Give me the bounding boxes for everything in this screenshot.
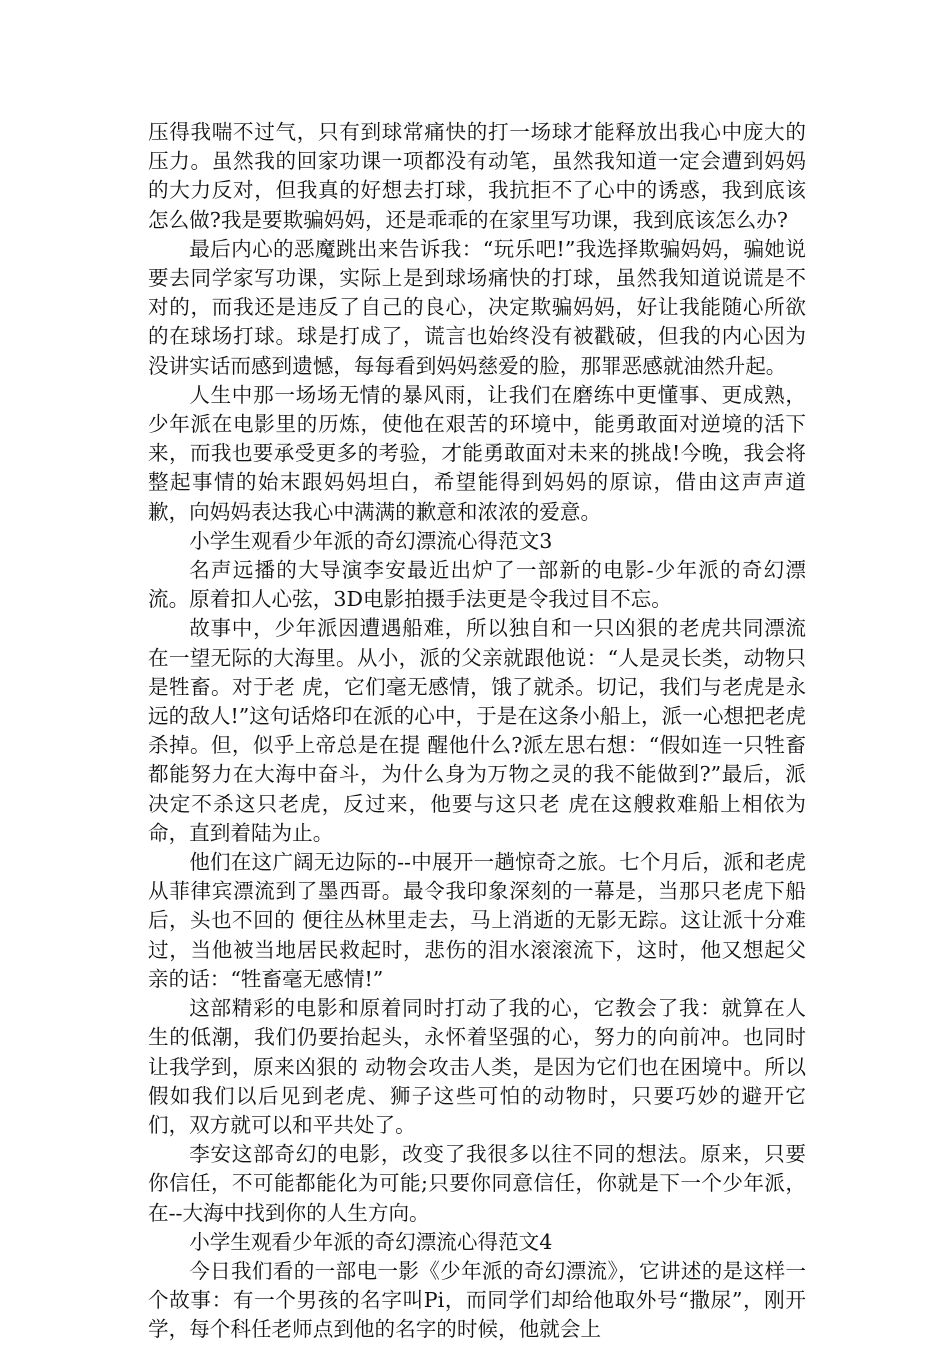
paragraph-6: 他们在这广阔无边际的--中展开一趟惊奇之旅。七个月后，派和老虎从菲律宾漂流到了墨西哥。最令我印象深刻的一幕是，当那只老虎下船后，头也不回的 便往丛林里走去，马上消逝的无影无踪。这让派十分难过，当他被当地居民救起时，悲伤的泪水滚滚流下，这时，他又想起父亲的话：“牲畜毫无感情!” xyxy=(148,850,806,991)
paragraph-2: 最后内心的恶魔跳出来告诉我：“玩乐吧!”我选择欺骗妈妈，骗她说要去同学家写功课，实际上是到球场痛快的打球，虽然我知道说谎是不对的，而我还是违反了自己的良心，决定欺骗妈妈，好让我能随心所欲的在球场打球。球是打成了，谎言也始终没有被戳破，但我的内心因为没讲实话而感到遗憾，每每看到妈妈慈爱的脸，那罪恶感就油然升起。 xyxy=(148,236,806,378)
paragraph-7: 这部精彩的电影和原着同时打动了我的心，它教会了我：就算在人生的低潮，我们仍要抬起头，永怀着坚强的心，努力的向前冲。也同时让我学到，原来凶狠的 动物会攻击人类，是因为它们也在困境中。所以假如我们以后见到老虎、狮子这些可怕的动物时，只要巧妙的避开它们，双方就可以和平共处了。 xyxy=(148,996,806,1137)
document-body xyxy=(148,118,806,1345)
paragraph-4: 名声远播的大导演李安最近出炉了一部新的电影-少年派的奇幻漂流。原着扣人心弦，3D电影拍摄手法更是令我过目不忘。 xyxy=(148,558,806,612)
paragraph-9: 今日我们看的一部电一影《少年派的奇幻漂流》，它讲述的是这样一个故事：有一个男孩的名字叫Pi，而同学们却给他取外号“撒尿”，刚开学，每个科任老师点到他的名字的时候，他就会上 xyxy=(148,1258,806,1342)
paragraph-3: 人生中那一场场无情的暴风雨，让我们在磨练中更懂事、更成熟，少年派在电影里的历炼，使他在艰苦的环境中，能勇敢面对逆境的活下来，而我也要承受更多的考验，才能勇敢面对未来的挑战!今晚，我会将整起事情的始末跟妈妈坦白，希望能得到妈妈的原谅，借由这声声道歉，向妈妈表达我心中满满的歉意和浓浓的爱意。 xyxy=(148,382,806,524)
section-heading-4: 小学生观看少年派的奇幻漂流心得范文4 xyxy=(189,1229,553,1254)
paragraph-8: 李安这部奇幻的电影，改变了我很多以往不同的想法。原来，只要你信任，不可能都能化为可能;只要你同意信任，你就是下一个少年派，在--大海中找到你的人生方向。 xyxy=(148,1142,806,1225)
section-heading-3: 小学生观看少年派的奇幻漂流心得范文3 xyxy=(189,528,553,553)
paragraph-1: 压得我喘不过气，只有到球常痛快的打一场球才能释放出我心中庞大的压力。虽然我的回家功课一项都没有动笔，虽然我知道一定会遭到妈妈的大力反对，但我真的好想去打球，我抗拒不了心中的诱惑，我到底该怎么做?我是要欺骗妈妈，还是乖乖的在家里写功课，我到底该怎么办? xyxy=(148,120,806,232)
paragraph-5: 故事中，少年派因遭遇船难，所以独自和一只凶狠的老虎共同漂流在一望无际的大海里。从小，派的父亲就跟他说：“人是灵长类，动物只是牲畜。对于老 虎，它们毫无感情，饿了就杀。切记，我们与老虎是永远的敌人!”这句话烙印在派的心中，于是在这条小船上，派一心想把老虎杀掉。但，似乎上帝总是在提 醒他什么?派左思右想：“假如连一只牲畜都能努力在大海中奋斗，为什么身为万物之灵的我不能做到?”最后，派决定不杀这只老虎，反过来，他要与这只老 虎在这艘救难船上相依为命，直到着陆为止。 xyxy=(148,616,806,845)
